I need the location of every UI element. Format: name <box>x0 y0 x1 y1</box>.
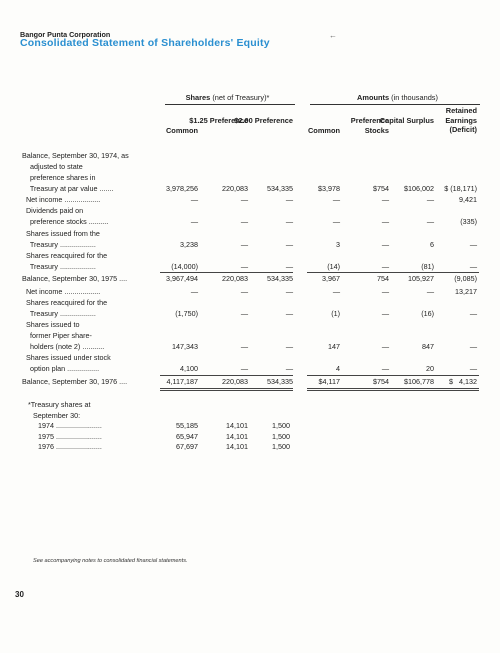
table-cell: — <box>240 342 248 351</box>
table-cell: (14) <box>327 262 340 271</box>
table-cell: — <box>190 195 198 204</box>
row-label: Balance, September 30, 1975 .... <box>22 274 128 283</box>
footnote-title <box>28 400 90 421</box>
table-row <box>22 319 482 330</box>
table-cell: — <box>240 364 248 373</box>
table-cell: — <box>469 309 477 318</box>
table-row <box>22 194 482 205</box>
table-cell: — <box>285 217 293 226</box>
table-cell: $106,002 <box>404 184 434 193</box>
table-cell: — <box>381 364 389 373</box>
footnote-cell: 1,500 <box>272 442 290 451</box>
row-label: Treasury at par value ....... <box>22 184 114 193</box>
table-cell: 754 <box>377 274 389 283</box>
table-row <box>22 286 482 297</box>
footnote-year: 1976 ....................... <box>38 442 102 451</box>
table-cell: — <box>381 287 389 296</box>
table-cell: — <box>426 217 434 226</box>
table-cell: — <box>285 240 293 249</box>
table-row <box>22 363 482 374</box>
footnote-cell: 1,500 <box>272 421 290 430</box>
table-cell: 9,421 <box>459 195 477 204</box>
row-label: Shares reacquired for the <box>22 298 108 307</box>
table-row <box>22 376 482 387</box>
double-rule <box>307 388 479 391</box>
page-title: Consolidated Statement of Shareholders' Equity <box>20 37 270 49</box>
table-cell: — <box>190 287 198 296</box>
double-rule <box>160 388 293 391</box>
table-cell: 105,927 <box>408 274 434 283</box>
footnote-row <box>38 432 338 443</box>
accompanying-notes: See accompanying notes to consolidated financial statements. <box>33 558 188 564</box>
table-cell: 534,335 <box>267 377 293 386</box>
column-header: Common <box>307 126 340 135</box>
amounts-group-label: Amounts <box>357 93 390 102</box>
arrow-mark-icon: ← <box>329 31 337 40</box>
row-label: Net income .................. <box>22 287 101 296</box>
table-cell: — <box>332 287 340 296</box>
table-cell: (9,085) <box>454 274 477 283</box>
table-cell: — <box>381 309 389 318</box>
table-row <box>22 297 482 308</box>
table-row <box>22 216 482 227</box>
table-cell: — <box>190 217 198 226</box>
table-cell: — <box>469 262 477 271</box>
table-cell: — <box>381 217 389 226</box>
table-cell: — <box>332 217 340 226</box>
footnote-cell: 14,101 <box>226 421 248 430</box>
table-cell: $754 <box>373 377 389 386</box>
table-cell: (81) <box>421 262 434 271</box>
table-cell: 3 <box>336 240 340 249</box>
footnote-year: 1974 ....................... <box>38 421 102 430</box>
row-label: Shares reacquired for the <box>22 251 108 260</box>
column-header: Capital Surplus <box>379 116 434 125</box>
company-name: Bangor Punta Corporation <box>20 30 111 39</box>
row-label: Balance, September 30, 1974, as <box>22 151 129 160</box>
row-label: Shares issued from the <box>22 229 100 238</box>
column-header: Common <box>165 126 198 135</box>
table-cell: 20 <box>426 364 434 373</box>
row-label: Treasury .................. <box>22 309 96 318</box>
table-cell: — <box>240 309 248 318</box>
total-rule <box>160 375 293 376</box>
footnote-row <box>38 421 338 432</box>
shares-group-rule <box>165 104 295 105</box>
amounts-group-rule <box>310 104 480 105</box>
table-row <box>22 261 482 272</box>
table-cell: — <box>240 217 248 226</box>
table-cell: 147 <box>328 342 340 351</box>
shares-group-header <box>165 93 290 102</box>
row-label: holders (note 2) ........... <box>22 342 105 351</box>
page-number: 30 <box>15 590 24 599</box>
table-cell: — <box>381 262 389 271</box>
table-row <box>22 161 482 172</box>
table-row <box>22 308 482 319</box>
row-label: Dividends paid on <box>22 206 84 215</box>
table-cell: 4 <box>336 364 340 373</box>
row-label: Shares issued under stock <box>22 353 111 362</box>
table-cell: (1) <box>331 309 340 318</box>
table-row <box>22 183 482 194</box>
row-label: adjusted to state <box>22 162 83 171</box>
table-cell: — <box>381 342 389 351</box>
table-row <box>22 352 482 363</box>
table-cell: 6 <box>430 240 434 249</box>
footnote-title-line2: September 30: <box>33 410 81 420</box>
table-cell: — <box>285 262 293 271</box>
table-row <box>22 273 482 284</box>
shares-group-label: Shares <box>185 93 211 102</box>
table-cell: — <box>332 195 340 204</box>
table-row <box>22 250 482 261</box>
table-cell: (1,750) <box>175 309 198 318</box>
table-cell: — <box>381 240 389 249</box>
table-cell: — <box>285 342 293 351</box>
table-cell: (14,000) <box>171 262 198 271</box>
table-cell: 847 <box>422 342 434 351</box>
table-cell: — <box>469 364 477 373</box>
footnote-cell: 14,101 <box>226 432 248 441</box>
table-cell: — <box>285 195 293 204</box>
table-cell: 220,083 <box>222 184 248 193</box>
column-header: Preference Stocks <box>350 116 389 135</box>
table-cell: (16) <box>421 309 434 318</box>
table-cell: — <box>381 195 389 204</box>
table-cell: $106,778 <box>404 377 434 386</box>
table-row <box>22 239 482 250</box>
table-cell: 3,967 <box>322 274 340 283</box>
table-cell: — <box>240 195 248 204</box>
footnote-cell: 55,185 <box>176 421 198 430</box>
row-label: Net income .................. <box>22 195 101 204</box>
footnote-cell: 65,947 <box>176 432 198 441</box>
footnote-cell: 1,500 <box>272 432 290 441</box>
row-label: former Piper share- <box>22 331 92 340</box>
table-cell: — <box>426 195 434 204</box>
table-cell: 534,335 <box>267 184 293 193</box>
table-cell: $ 4,132 <box>449 377 477 386</box>
row-label: Treasury .................. <box>22 240 96 249</box>
row-label: Balance, September 30, 1976 .... <box>22 377 128 386</box>
footnote-cell: 14,101 <box>226 442 248 451</box>
footnote-year: 1975 ....................... <box>38 432 102 441</box>
table-cell: 4,100 <box>180 364 198 373</box>
amounts-group-sub: (in thousands) <box>391 93 438 102</box>
table-cell: 534,335 <box>267 274 293 283</box>
table-cell: $754 <box>373 184 389 193</box>
table-cell: — <box>240 287 248 296</box>
table-cell: — <box>240 262 248 271</box>
table-cell: — <box>285 309 293 318</box>
table-cell: — <box>426 287 434 296</box>
table-cell: 147,343 <box>172 342 198 351</box>
table-row <box>22 172 482 183</box>
total-rule <box>307 375 479 376</box>
footnote-cell: 67,697 <box>176 442 198 451</box>
row-label: preference stocks .......... <box>22 217 109 226</box>
table-cell: 220,083 <box>222 274 248 283</box>
table-cell: — <box>469 342 477 351</box>
amounts-group-header <box>310 93 485 102</box>
table-cell: — <box>469 240 477 249</box>
table-cell: $ (18,171) <box>444 184 477 193</box>
shares-group-sub: (net of Treasury)* <box>212 93 270 102</box>
column-header: $2.00 Preference <box>234 116 293 125</box>
table-cell: — <box>285 287 293 296</box>
table-cell: — <box>285 364 293 373</box>
column-header: $1.25 Preference <box>189 116 248 125</box>
table-row <box>22 205 482 216</box>
table-row <box>22 341 482 352</box>
table-cell: 3,978,256 <box>166 184 198 193</box>
row-label: option plan ................ <box>22 364 100 373</box>
table-cell: 4,117,187 <box>166 377 198 386</box>
table-row <box>22 150 482 161</box>
table-row <box>22 330 482 341</box>
footnote-row <box>38 442 338 453</box>
footnote-title-line1: *Treasury shares at <box>28 400 91 409</box>
table-cell: 13,217 <box>455 287 477 296</box>
table-cell: 3,238 <box>180 240 198 249</box>
row-label: preference shares in <box>22 173 96 182</box>
total-rule <box>160 272 293 273</box>
table-cell: 3,967,494 <box>166 274 198 283</box>
table-cell: $3,978 <box>318 184 340 193</box>
row-label: Shares issued to <box>22 320 80 329</box>
table-cell: $4,117 <box>318 377 340 386</box>
table-cell: 220,083 <box>222 377 248 386</box>
row-label: Treasury .................. <box>22 262 96 271</box>
table-cell: — <box>240 240 248 249</box>
total-rule <box>307 272 479 273</box>
table-cell: (335) <box>460 217 477 226</box>
table-row <box>22 228 482 239</box>
column-header: Retained Earnings (Deficit) <box>445 106 477 135</box>
